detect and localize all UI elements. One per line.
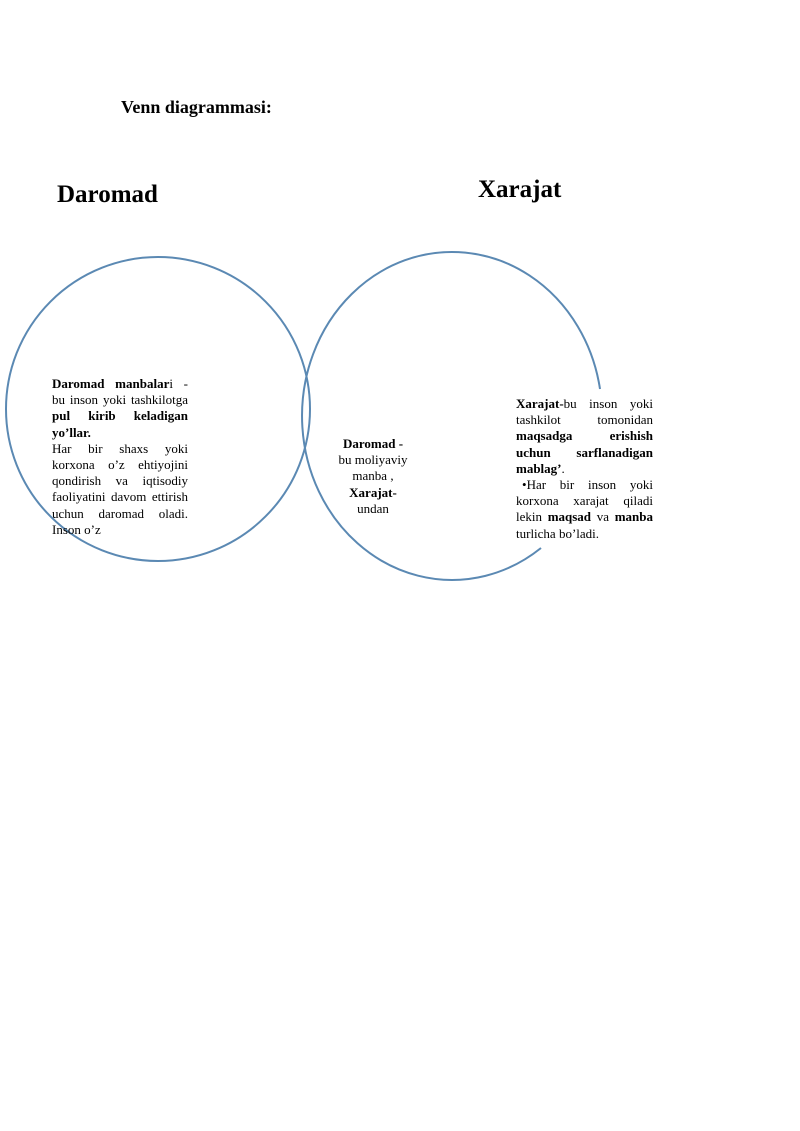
left-text-1: i - bu inson yoki tashkilotga bbox=[52, 376, 188, 408]
overlap-bold-1: Daromad - bbox=[342, 436, 404, 451]
label-xarajat: Xarajat bbox=[478, 176, 562, 203]
overlap-bold-2: Xarajat- bbox=[349, 484, 397, 500]
right-paragraph-2 bbox=[516, 477, 653, 542]
right-bold-3: maqsad bbox=[547, 509, 592, 525]
right-text-4: turlicha bo’ladi. bbox=[516, 525, 600, 541]
left-text-2: Har bir shaxs yoki korxona o’z ehtiyojini qondirish va iqtisodiy faoliyatini davom ettirish uchun daromad oladi. Inson o’z bbox=[52, 440, 188, 537]
right-text-2: Har bir inson yoki korxona xarajat qiladi lekin bbox=[516, 477, 653, 525]
right-text-1: bu inson yoki tashkilot tomonidan bbox=[516, 396, 653, 428]
left-bold-2: pul kirib keladigan yo’llar. bbox=[52, 408, 188, 440]
overlap-text-1: bu moliyaviy manba , bbox=[338, 452, 408, 484]
right-paragraph-1 bbox=[516, 396, 653, 477]
right-bold-2: maqsadga erishish uchun sarflanadigan mablag’ bbox=[516, 428, 653, 476]
overlap-text-2: undan bbox=[357, 500, 389, 516]
bullet-icon: • bbox=[522, 477, 527, 493]
right-circle-text bbox=[516, 396, 653, 542]
right-text-1-end: . bbox=[561, 460, 565, 476]
right-bold-1: Xarajat- bbox=[516, 396, 564, 411]
label-daromad: Daromad bbox=[57, 181, 158, 208]
diagram-heading: Venn diagrammasi: bbox=[121, 97, 272, 117]
overlap-text bbox=[338, 436, 408, 517]
right-text-3: va bbox=[591, 509, 615, 525]
right-bold-4: manba bbox=[614, 509, 653, 525]
left-circle-text bbox=[52, 376, 188, 538]
left-bold-1: Daromad manbalar bbox=[52, 376, 170, 391]
